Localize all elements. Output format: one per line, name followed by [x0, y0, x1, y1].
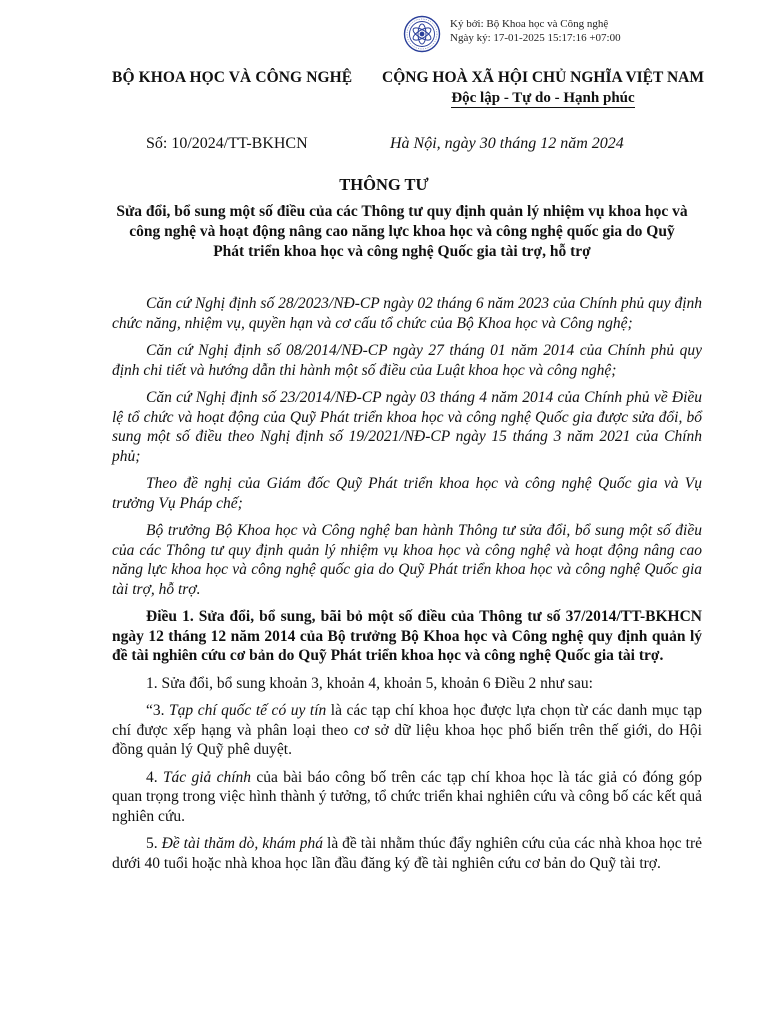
clause-5-number: 5.: [146, 835, 162, 852]
preamble-paragraph: Căn cứ Nghị định số 23/2014/NĐ-CP ngày 03 tháng 4 năm 2014 của Chính phủ về Điều lệ tổ chức và hoạt động của Quỹ Phát triển khoa học và công nghệ Quốc gia được sửa đổi, bổ sung một số điều theo Nghị định số 19/2021/NĐ-CP ngày 15 tháng 3 năm 2021 của Chính phủ;: [112, 389, 702, 465]
national-heading: [378, 69, 708, 107]
clause-4-text: của bài báo công bố trên các tạp chí khoa học là tác giả có đóng góp quan trọng trong việc hình thành ý tưởng, tổ chức triển khai nghiên cứu và công bố các kết quả nghiên cứu.: [112, 768, 703, 825]
motto-text: Độc lập - Tự do - Hạnh phúc: [451, 90, 635, 106]
clause-4-number: 4.: [146, 768, 163, 786]
article-1-heading: Điều 1. Sửa đổi, bổ sung, bãi bỏ một số điều của Thông tư số 37/2014/TT-BKHCN ngày 12 tháng 12 năm 2014 của Bộ trưởng Bộ Khoa học và Công nghệ quy định quản lý đề tài nghiên cứu cơ bản do Quỹ Phát triển khoa học và công nghệ Quốc gia tài trợ.: [112, 608, 702, 664]
ministry-seal-icon: [403, 15, 441, 53]
preamble-paragraph: Bộ trưởng Bộ Khoa học và Công nghệ ban hành Thông tư sửa đổi, bổ sung một số điều của các Thông tư quy định quản lý nhiệm vụ khoa học và công nghệ và hoạt động nâng cao năng lực khoa học và công nghệ quốc gia do Quỹ Phát triển khoa học và công nghệ Quốc gia tài trợ, hỗ trợ.: [112, 522, 702, 598]
document-subject: Sửa đổi, bổ sung một số điều của các Thông tư quy định quản lý nhiệm vụ khoa học và công nghệ và hoạt động nâng cao năng lực khoa học và công nghệ quốc gia do Quỹ Phát triển khoa học và công nghệ Quốc gia tài trợ, hỗ trợ: [116, 203, 688, 260]
document-number: Số: 10/2024/TT-BKHCN: [146, 135, 308, 152]
signed-by: Ký bởi: Bộ Khoa học và Công nghệ: [450, 18, 609, 30]
document-type-title: THÔNG TƯ: [339, 175, 429, 194]
clause-3: [112, 701, 702, 760]
issuing-ministry: BỘ KHOA HỌC VÀ CÔNG NGHỆ: [112, 69, 353, 86]
clause-5: [112, 834, 702, 873]
clause-3-number: “3.: [146, 702, 170, 719]
document-body: [112, 294, 702, 881]
article-1-item-1: 1. Sửa đổi, bổ sung khoản 3, khoản 4, khoản 5, khoản 6 Điều 2 như sau:: [146, 674, 593, 692]
clause-5-term: Đề tài thăm dò, khám phá: [161, 835, 324, 852]
clause-4-term: Tác giả chính: [162, 768, 252, 786]
clause-4: [112, 768, 702, 827]
republic-name: CỘNG HOÀ XÃ HỘI CHỦ NGHĨA VIỆT NAM: [382, 69, 704, 86]
clause-5-text: là đề tài nhằm thúc đẩy nghiên cứu của các nhà khoa học trẻ dưới 40 tuổi hoặc nhà khoa học lần đầu đăng ký đề tài nghiên cứu cơ bản do Quỹ tài trợ.: [112, 835, 702, 872]
place-and-date: Hà Nội, ngày 30 tháng 12 năm 2024: [390, 135, 624, 152]
clause-3-text: là các tạp chí khoa học được lựa chọn từ các danh mục tạp chí được xếp hạng và phân loại theo cơ sở dữ liệu khoa học phổ biến trên thế giới, do Hội đồng quản lý Quỹ phê duyệt.: [112, 702, 703, 758]
preamble-paragraph: Căn cứ Nghị định số 08/2014/NĐ-CP ngày 27 tháng 01 năm 2014 của Chính phủ quy định chi tiết và hướng dẫn thi hành một số điều của Luật khoa học và công nghệ;: [112, 342, 702, 379]
signed-date: Ngày ký: 17-01-2025 15:17:16 +07:00: [450, 32, 621, 44]
preamble-paragraph: Căn cứ Nghị định số 28/2023/NĐ-CP ngày 02 tháng 6 năm 2023 của Chính phủ quy định chức năng, nhiệm vụ, quyền hạn và cơ cấu tổ chức của Bộ Khoa học và Công nghệ;: [112, 295, 702, 332]
clause-3-term: Tạp chí quốc tế có uy tín: [169, 702, 327, 719]
digital-signature-block: [450, 17, 621, 45]
preamble-paragraph: Theo đề nghị của Giám đốc Quỹ Phát triển khoa học và công nghệ Quốc gia và Vụ trưởng Vụ Pháp chế;: [112, 475, 702, 512]
national-motto: [378, 90, 708, 107]
